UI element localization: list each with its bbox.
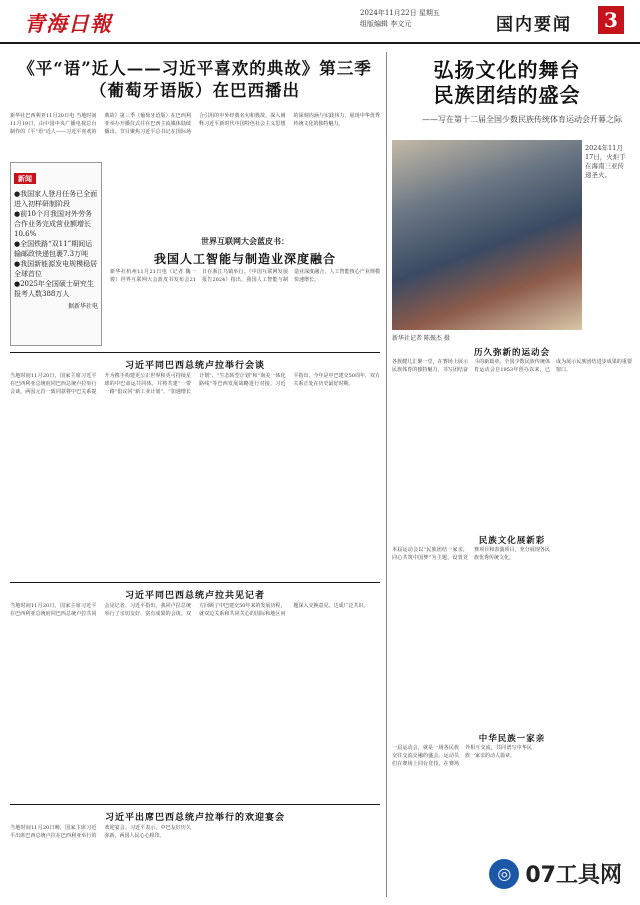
divider bbox=[10, 804, 380, 805]
section-body-banquet: 当地时间11月20日晚，国家主席习近平出席巴西总统卢拉在巴西利亚举行的欢迎宴会。习近平表示，中巴友好历久弥新，两国人民心心相印。 bbox=[10, 825, 191, 839]
section-body-talks: 当地时间11月20日，国家主席习近平在巴西利亚总统府同巴西总统卢拉举行会谈。两国元首一致同意将中巴关系提升为携手构建更公正世界和更可持续星球的中巴命运共同体，并将共建“一带一路”倡议同“新工业计划”、“加速增长计划”、“生态转型计划”和“南美一体化路线”等巴西发展战略进行对接。习近平指出，今年是中巴建交50周年，双方关系正处在历史最好时期。 bbox=[10, 373, 380, 395]
article-title-ai: 我国人工智能与制造业深度融合 bbox=[153, 252, 336, 266]
section-head-talks: 习近平同巴西总统卢拉举行会谈 bbox=[124, 361, 265, 371]
brief-item: ●我国新能源发电规模稳居全球首位 bbox=[14, 260, 98, 278]
section-body-press: 当地时间11月20日，国家主席习近平在巴西利亚总统府同巴西总统卢拉共同会见记者。习近平指出，我同卢拉总统举行了亲切友好、富有成果的会谈。双方回顾了中巴建交50年来的发展历程，就双边关系和共同关心的国际和地区问题深入交换意见，达成广泛共识。 bbox=[10, 603, 369, 617]
article-kicker: 世界互联网大会蓝皮书： bbox=[201, 236, 289, 246]
brief-item: ●前10个月我国对外劳务合作业务完成营业额增长10.6% bbox=[14, 210, 93, 238]
divider bbox=[10, 352, 380, 353]
news-briefs-box bbox=[10, 162, 102, 346]
briefs-tag: 新闻 bbox=[14, 173, 36, 184]
torch-relay-photo bbox=[392, 140, 582, 330]
site-watermark bbox=[489, 858, 622, 889]
masthead bbox=[0, 0, 640, 44]
editor-line: 组版编辑 李文元 bbox=[360, 20, 412, 28]
article-title-portuguese bbox=[10, 58, 380, 102]
brief-item: ●我国家人登月任务已全面进入初样研制阶段 bbox=[14, 190, 98, 208]
section-head-culture: 民族文化展新彩 bbox=[478, 536, 546, 546]
issue-meta bbox=[360, 8, 480, 30]
section-body-sports: 各族健儿汇聚一堂，在赛场上展示民族体育的独特魅力，书写团结奋斗的新篇章。全国少数民族传统体育运动会自1953年创办以来，已成为展示民族团结进步成果的重要窗口。 bbox=[392, 359, 632, 373]
newspaper-logo: 青海日報 bbox=[24, 11, 112, 36]
section-head-sports: 历久弥新的运动会 bbox=[473, 348, 550, 358]
divider bbox=[10, 582, 380, 583]
section-body-culture: 本届运动会以“民族团结一家亲，同心共筑中国梦”为主题，设置竞赛项目和表演项目，充分展现各民族优秀传统文化。 bbox=[392, 547, 550, 561]
title-line-2: （葡萄牙语版）在巴西播出 bbox=[90, 81, 300, 100]
watermark-text: 07工具网 bbox=[525, 863, 622, 888]
section-title: 国内要闻 bbox=[496, 15, 572, 35]
feature-title bbox=[392, 58, 622, 108]
photo-credit: 新华社记者 陈振杰 摄 bbox=[392, 335, 450, 342]
section-head-press: 习近平同巴西总统卢拉共见记者 bbox=[124, 591, 265, 601]
watermark-logo-icon: ◎ bbox=[489, 859, 519, 889]
article-body-portuguese: 新华社巴西利亚11月20日电 当地时间11月19日，由中国中央广播电视总台制作的《平“语”近人——习近平喜欢的典故》第三季（葡萄牙语版）在巴西利亚举办开播仪式并在巴西主流媒体陆续播出。节目聚焦习近平总书记在国际场合引用的中外经典名句和典故，深入阐释习近平新时代中国特色社会主义思想的深刻内涵与实践伟力，展现中华优秀传统文化的独特魅力。 bbox=[10, 113, 380, 135]
section-head-unity: 中华民族一家亲 bbox=[478, 734, 546, 744]
feature-subtitle: ——写在第十二届全国少数民族传统体育运动会开幕之际 bbox=[422, 115, 622, 124]
feature-title-line-2: 民族团结的盛会 bbox=[433, 83, 581, 107]
briefs-source: 据新华社电 bbox=[67, 303, 98, 310]
brief-item: ●2025年全国硕士研究生报考人数388万人 bbox=[14, 280, 94, 298]
title-line-1: 《平“语”近人——习近平喜欢的典故》第三季 bbox=[18, 59, 372, 78]
feature-title-line-1: 弘扬文化的舞台 bbox=[433, 58, 581, 82]
section-body-unity: 一届运动会，就是一场各民族交往交流交融的盛会。运动员们在赛场上同台竞技、在赛场外相互交流，共同谱写中华民族一家亲的动人篇章。 bbox=[392, 745, 532, 767]
article-body-ai: 新华社杭州11月21日电（记者 魏一骏）世界互联网大会蓝皮书发布会21日在浙江乌镇举行。《中国互联网发展报告2024》指出，我国人工智能与制造业深度融合，人工智能核心产业规模快速增长。 bbox=[110, 269, 380, 283]
photo-side-caption: 2024年11月17日，火炬手在海南三亚传递圣火。 bbox=[585, 144, 626, 179]
column-divider bbox=[386, 52, 387, 897]
issue-date: 2024年11月22日 星期五 bbox=[360, 9, 440, 17]
page-number: 3 bbox=[598, 6, 624, 34]
briefs-list bbox=[14, 189, 98, 299]
section-head-banquet: 习近平出席巴西总统卢拉举行的欢迎宴会 bbox=[104, 813, 285, 823]
brief-item: ●全国铁路“双11”期间运输邮政快递包裹7.3万吨 bbox=[14, 240, 93, 258]
